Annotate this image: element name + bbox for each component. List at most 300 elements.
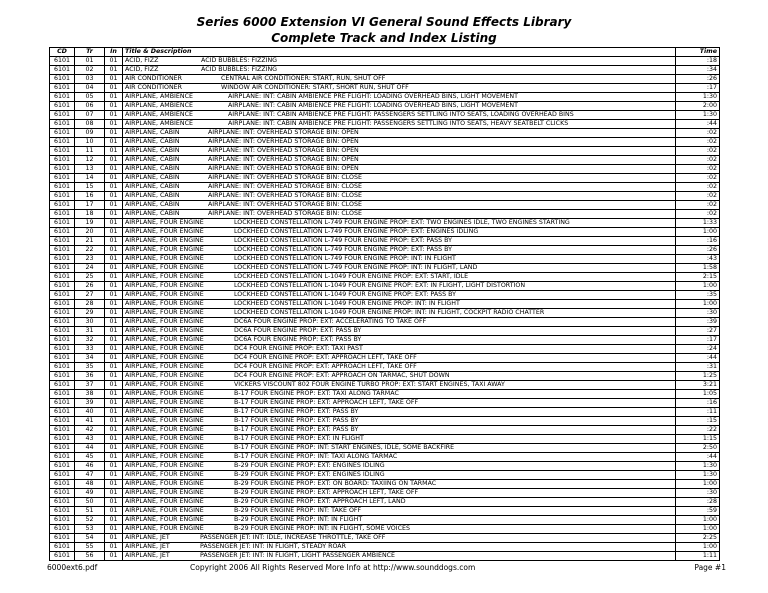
cell-cd: 6101: [50, 156, 75, 165]
description-text: AIRPLANE: INT: OVERHEAD STORAGE BIN: OPEN: [208, 165, 359, 172]
description-text: DC4 FOUR ENGINE PROP: EXT: TAXI PAST: [234, 345, 363, 352]
description-text: AIRPLANE: INT: OVERHEAD STORAGE BIN: OPEN: [208, 138, 359, 145]
cell-index: 01: [105, 75, 123, 84]
cell-description: [123, 282, 676, 291]
cell-index: 01: [105, 408, 123, 417]
cell-time: :22: [676, 426, 720, 435]
table-row: [50, 210, 720, 219]
cell-description: [123, 237, 676, 246]
cell-track: 15: [75, 183, 105, 192]
category-label: AIRPLANE, FOUR ENGINE: [125, 426, 204, 433]
cell-track: 43: [75, 435, 105, 444]
description-text: B-29 FOUR ENGINE PROP: INT: TAKE OFF: [234, 507, 362, 514]
cell-cd: 6101: [50, 408, 75, 417]
cell-track: 52: [75, 516, 105, 525]
cell-track: 34: [75, 354, 105, 363]
cell-description: [123, 183, 676, 192]
category-label: AIRPLANE, CABIN: [125, 147, 180, 154]
cell-track: 07: [75, 111, 105, 120]
cell-time: :30: [676, 489, 720, 498]
description-text: AIRPLANE: INT: OVERHEAD STORAGE BIN: CLOSE: [208, 192, 362, 199]
cell-time: :26: [676, 75, 720, 84]
cell-description: [123, 129, 676, 138]
table-row: [50, 444, 720, 453]
cell-index: 01: [105, 354, 123, 363]
description-text: B-17 FOUR ENGINE PROP: EXT: APPROACH LEFT, TAKE OFF: [234, 399, 419, 406]
cell-index: 01: [105, 129, 123, 138]
cell-description: [123, 390, 676, 399]
category-label: AIRPLANE, FOUR ENGINE: [125, 390, 204, 397]
category-label: AIRPLANE, CABIN: [125, 201, 180, 208]
cell-description: [123, 174, 676, 183]
table-row: [50, 174, 720, 183]
table-row: [50, 66, 720, 75]
cell-index: 01: [105, 156, 123, 165]
category-label: AIRPLANE, FOUR ENGINE: [125, 417, 204, 424]
table-row: [50, 201, 720, 210]
cell-time: :26: [676, 246, 720, 255]
category-label: AIRPLANE, FOUR ENGINE: [125, 399, 204, 406]
cell-description: [123, 372, 676, 381]
cell-time: 1:00: [676, 228, 720, 237]
cell-index: 01: [105, 102, 123, 111]
table-row: [50, 273, 720, 282]
description-text: DC4 FOUR ENGINE PROP: EXT: APPROACH ON TARMAC, SHUT DOWN: [234, 372, 450, 379]
table-row: [50, 354, 720, 363]
category-label: AIRPLANE, AMBIENCE: [125, 120, 193, 127]
cell-cd: 6101: [50, 462, 75, 471]
cell-time: 3:21: [676, 381, 720, 390]
cell-index: 01: [105, 516, 123, 525]
category-label: AIRPLANE, FOUR ENGINE: [125, 237, 204, 244]
document-title: [0, 14, 768, 46]
category-label: AIRPLANE, CABIN: [125, 192, 180, 199]
description-text: DC6A FOUR ENGINE PROP: EXT: PASS BY: [234, 327, 362, 334]
cell-index: 01: [105, 255, 123, 264]
cell-index: 01: [105, 318, 123, 327]
cell-time: :28: [676, 498, 720, 507]
cell-description: [123, 291, 676, 300]
cell-description: [123, 417, 676, 426]
category-label: AIRPLANE, CABIN: [125, 210, 180, 217]
cell-track: 41: [75, 417, 105, 426]
cell-index: 01: [105, 273, 123, 282]
cell-description: [123, 318, 676, 327]
cell-track: 05: [75, 93, 105, 102]
cell-description: [123, 489, 676, 498]
cell-index: 01: [105, 282, 123, 291]
cell-track: 37: [75, 381, 105, 390]
cell-description: [123, 93, 676, 102]
description-text: B-29 FOUR ENGINE PROP: EXT: ON BOARD: TAXIING ON TARMAC: [234, 480, 437, 487]
category-label: AIRPLANE, FOUR ENGINE: [125, 255, 204, 262]
cell-track: 10: [75, 138, 105, 147]
table-row: [50, 93, 720, 102]
category-label: AIRPLANE, FOUR ENGINE: [125, 291, 204, 298]
cell-description: [123, 399, 676, 408]
description-text: PASSENGER JET: INT: IN FLIGHT, STEADY ROAR: [200, 543, 346, 550]
cell-time: :31: [676, 363, 720, 372]
cell-track: 03: [75, 75, 105, 84]
description-text: AIRPLANE: INT: OVERHEAD STORAGE BIN: CLOSE: [208, 183, 362, 190]
cell-description: [123, 354, 676, 363]
cell-cd: 6101: [50, 354, 75, 363]
cell-description: [123, 165, 676, 174]
table-row: [50, 183, 720, 192]
table-row: [50, 129, 720, 138]
cell-description: [123, 111, 676, 120]
cell-description: [123, 444, 676, 453]
cell-track: 27: [75, 291, 105, 300]
cell-cd: 6101: [50, 336, 75, 345]
cell-cd: 6101: [50, 327, 75, 336]
description-text: B-17 FOUR ENGINE PROP: EXT: TAXI ALONG TARMAC: [234, 390, 399, 397]
description-text: LOCKHEED CONSTELLATION L-749 FOUR ENGINE PROP: INT: IN FLIGHT, LAND: [234, 264, 478, 271]
table-row: [50, 327, 720, 336]
table-row: [50, 372, 720, 381]
header-tr: Tr: [75, 48, 105, 57]
table-row: [50, 318, 720, 327]
description-text: LOCKHEED CONSTELLATION L-1049 FOUR ENGINE PROP: EXT: START, IDLE: [234, 273, 469, 280]
cell-cd: 6101: [50, 480, 75, 489]
description-text: B-29 FOUR ENGINE PROP: EXT: ENGINES IDLING: [234, 471, 385, 478]
cell-index: 01: [105, 399, 123, 408]
description-text: B-17 FOUR ENGINE PROP: INT: TAXI ALONG TARMAC: [234, 453, 398, 460]
cell-cd: 6101: [50, 498, 75, 507]
cell-time: :17: [676, 84, 720, 93]
description-text: B-17 FOUR ENGINE PROP: INT: START ENGINES, IDLE, SOME BACKFIRE: [234, 444, 455, 451]
description-text: AIRPLANE: INT: OVERHEAD STORAGE BIN: OPEN: [208, 129, 359, 136]
description-text: AIRPLANE: INT: CABIN AMBIENCE PRE FLIGHT: PASSENGERS SETTLING INTO SEATS, HEAVY SEATBELT CLICKS: [228, 120, 569, 127]
category-label: AIRPLANE, AMBIENCE: [125, 102, 193, 109]
cell-cd: 6101: [50, 273, 75, 282]
cell-cd: 6101: [50, 534, 75, 543]
cell-cd: 6101: [50, 435, 75, 444]
description-text: PASSENGER JET: INT: IDLE, INCREASE THROTTLE, TAKE OFF: [200, 534, 386, 541]
table-header-row: [50, 48, 720, 57]
cell-cd: 6101: [50, 111, 75, 120]
cell-description: [123, 408, 676, 417]
cell-cd: 6101: [50, 471, 75, 480]
category-label: AIRPLANE, AMBIENCE: [125, 93, 193, 100]
footer-filename: 6000ext6.pdf: [47, 563, 98, 572]
cell-track: 40: [75, 408, 105, 417]
category-label: AIRPLANE, FOUR ENGINE: [125, 273, 204, 280]
description-text: LOCKHEED CONSTELLATION L-1049 FOUR ENGINE PROP: EXT: IN FLIGHT, LIGHT DISTORTION: [234, 282, 526, 289]
cell-description: [123, 480, 676, 489]
cell-track: 48: [75, 480, 105, 489]
table-row: [50, 417, 720, 426]
table-row: [50, 120, 720, 129]
cell-cd: 6101: [50, 129, 75, 138]
category-label: AIRPLANE, CABIN: [125, 183, 180, 190]
cell-track: 46: [75, 462, 105, 471]
cell-time: 1:30: [676, 93, 720, 102]
cell-cd: 6101: [50, 399, 75, 408]
cell-time: :15: [676, 417, 720, 426]
category-label: AIRPLANE, FOUR ENGINE: [125, 363, 204, 370]
table-row: [50, 309, 720, 318]
cell-track: 17: [75, 201, 105, 210]
description-text: AIRPLANE: INT: CABIN AMBIENCE PRE FLIGHT: LOADING OVERHEAD BINS, LIGHT MOVEMENT: [228, 93, 518, 100]
footer-copyright: Copyright 2006 All Rights Reserved More Info at http://www.sounddogs.com: [190, 563, 476, 572]
cell-index: 01: [105, 237, 123, 246]
table-row: [50, 282, 720, 291]
category-label: AIRPLANE, FOUR ENGINE: [125, 408, 204, 415]
cell-time: :35: [676, 291, 720, 300]
description-text: CENTRAL AIR CONDITIONER: START, RUN, SHUT OFF: [221, 75, 386, 82]
description-text: AIRPLANE: INT: OVERHEAD STORAGE BIN: CLOSE: [208, 174, 362, 181]
cell-index: 01: [105, 480, 123, 489]
cell-time: :16: [676, 399, 720, 408]
description-text: LOCKHEED CONSTELLATION L-1049 FOUR ENGINE PROP: INT: IN FLIGHT, COCKPIT RADIO CHATTER: [234, 309, 545, 316]
cell-cd: 6101: [50, 219, 75, 228]
cell-time: :44: [676, 453, 720, 462]
table-row: [50, 345, 720, 354]
cell-description: [123, 264, 676, 273]
category-label: AIRPLANE, FOUR ENGINE: [125, 435, 204, 442]
cell-index: 01: [105, 507, 123, 516]
description-text: LOCKHEED CONSTELLATION L-749 FOUR ENGINE PROP: EXT: PASS BY: [234, 237, 452, 244]
cell-time: :16: [676, 237, 720, 246]
cell-description: [123, 363, 676, 372]
category-label: AIRPLANE, FOUR ENGINE: [125, 309, 204, 316]
cell-track: 04: [75, 84, 105, 93]
cell-track: 44: [75, 444, 105, 453]
table-row: [50, 246, 720, 255]
cell-cd: 6101: [50, 183, 75, 192]
cell-time: :02: [676, 183, 720, 192]
header-description: Title & Description: [123, 48, 676, 57]
category-label: ACID, FIZZ: [125, 66, 159, 73]
cell-track: 20: [75, 228, 105, 237]
cell-time: 1:33: [676, 219, 720, 228]
cell-description: [123, 462, 676, 471]
cell-time: :17: [676, 336, 720, 345]
cell-track: 35: [75, 363, 105, 372]
cell-time: :59: [676, 507, 720, 516]
cell-index: 01: [105, 147, 123, 156]
cell-description: [123, 273, 676, 282]
table-row: [50, 489, 720, 498]
category-label: AIRPLANE, FOUR ENGINE: [125, 264, 204, 271]
description-text: AIRPLANE: INT: OVERHEAD STORAGE BIN: CLOSE: [208, 201, 362, 208]
category-label: AIRPLANE, FOUR ENGINE: [125, 219, 204, 226]
cell-track: 45: [75, 453, 105, 462]
table-row: [50, 390, 720, 399]
cell-track: 06: [75, 102, 105, 111]
table-row: [50, 111, 720, 120]
cell-index: 01: [105, 84, 123, 93]
description-text: LOCKHEED CONSTELLATION L-749 FOUR ENGINE PROP: EXT: PASS BY: [234, 246, 452, 253]
category-label: AIRPLANE, FOUR ENGINE: [125, 462, 204, 469]
cell-description: [123, 201, 676, 210]
table-row: [50, 453, 720, 462]
header-time: Time: [676, 48, 720, 57]
description-text: AIRPLANE: INT: OVERHEAD STORAGE BIN: OPEN: [208, 156, 359, 163]
cell-track: 38: [75, 390, 105, 399]
cell-time: :02: [676, 210, 720, 219]
description-text: LOCKHEED CONSTELLATION L-1049 FOUR ENGINE PROP: INT: IN FLIGHT: [234, 300, 460, 307]
table-row: [50, 84, 720, 93]
cell-time: :30: [676, 309, 720, 318]
cell-cd: 6101: [50, 372, 75, 381]
cell-track: 08: [75, 120, 105, 129]
title-line-2: Complete Track and Index Listing: [271, 31, 497, 45]
category-label: AIRPLANE, FOUR ENGINE: [125, 372, 204, 379]
table-row: [50, 471, 720, 480]
cell-cd: 6101: [50, 291, 75, 300]
cell-index: 01: [105, 93, 123, 102]
table-row: [50, 300, 720, 309]
cell-index: 01: [105, 489, 123, 498]
cell-track: 56: [75, 552, 105, 561]
cell-cd: 6101: [50, 300, 75, 309]
cell-index: 01: [105, 309, 123, 318]
category-label: AIRPLANE, CABIN: [125, 174, 180, 181]
cell-track: 51: [75, 507, 105, 516]
cell-cd: 6101: [50, 237, 75, 246]
cell-index: 01: [105, 435, 123, 444]
category-label: AIRPLANE, CABIN: [125, 138, 180, 145]
cell-track: 01: [75, 57, 105, 66]
category-label: AIRPLANE, FOUR ENGINE: [125, 354, 204, 361]
description-text: AIRPLANE: INT: OVERHEAD STORAGE BIN: CLOSE: [208, 210, 362, 217]
cell-description: [123, 336, 676, 345]
table-row: [50, 462, 720, 471]
cell-time: 2:15: [676, 273, 720, 282]
cell-time: :44: [676, 354, 720, 363]
cell-track: 50: [75, 498, 105, 507]
cell-description: [123, 543, 676, 552]
cell-track: 31: [75, 327, 105, 336]
category-label: AIRPLANE, FOUR ENGINE: [125, 498, 204, 505]
cell-index: 01: [105, 543, 123, 552]
cell-time: 2:00: [676, 102, 720, 111]
cell-cd: 6101: [50, 246, 75, 255]
cell-time: :02: [676, 138, 720, 147]
cell-time: 1:00: [676, 480, 720, 489]
cell-description: [123, 453, 676, 462]
description-text: DC4 FOUR ENGINE PROP: EXT: APPROACH LEFT, TAKE OFF: [234, 354, 417, 361]
cell-cd: 6101: [50, 147, 75, 156]
cell-time: :02: [676, 165, 720, 174]
cell-track: 13: [75, 165, 105, 174]
cell-description: [123, 138, 676, 147]
cell-cd: 6101: [50, 489, 75, 498]
cell-time: :27: [676, 327, 720, 336]
table-row: [50, 291, 720, 300]
cell-description: [123, 156, 676, 165]
cell-track: 28: [75, 300, 105, 309]
cell-cd: 6101: [50, 264, 75, 273]
description-text: DC6A FOUR ENGINE PROP: EXT: ACCELERATING TO TAKE OFF: [234, 318, 427, 325]
table-row: [50, 75, 720, 84]
cell-cd: 6101: [50, 345, 75, 354]
cell-index: 01: [105, 327, 123, 336]
cell-description: [123, 75, 676, 84]
category-label: AIR CONDITIONER: [125, 75, 183, 82]
cell-description: [123, 381, 676, 390]
category-label: AIRPLANE, CABIN: [125, 129, 180, 136]
table-row: [50, 228, 720, 237]
cell-cd: 6101: [50, 363, 75, 372]
category-label: AIRPLANE, FOUR ENGINE: [125, 444, 204, 451]
cell-index: 01: [105, 165, 123, 174]
description-text: B-29 FOUR ENGINE PROP: EXT: APPROACH LEFT, TAKE OFF: [234, 489, 419, 496]
cell-cd: 6101: [50, 525, 75, 534]
table-row: [50, 381, 720, 390]
cell-index: 01: [105, 57, 123, 66]
table-row: [50, 156, 720, 165]
category-label: AIRPLANE, FOUR ENGINE: [125, 228, 204, 235]
cell-time: 1:30: [676, 462, 720, 471]
cell-cd: 6101: [50, 426, 75, 435]
cell-cd: 6101: [50, 165, 75, 174]
cell-cd: 6101: [50, 309, 75, 318]
cell-description: [123, 426, 676, 435]
table-row: [50, 552, 720, 561]
cell-time: 1:58: [676, 264, 720, 273]
cell-track: 23: [75, 255, 105, 264]
category-label: AIRPLANE, FOUR ENGINE: [125, 480, 204, 487]
cell-cd: 6101: [50, 120, 75, 129]
table-row: [50, 219, 720, 228]
cell-description: [123, 498, 676, 507]
cell-cd: 6101: [50, 516, 75, 525]
description-text: AIRPLANE: INT: OVERHEAD STORAGE BIN: OPEN: [208, 147, 359, 154]
cell-cd: 6101: [50, 417, 75, 426]
cell-cd: 6101: [50, 507, 75, 516]
cell-cd: 6101: [50, 453, 75, 462]
cell-track: 33: [75, 345, 105, 354]
cell-track: 14: [75, 174, 105, 183]
cell-track: 22: [75, 246, 105, 255]
cell-index: 01: [105, 228, 123, 237]
category-label: AIRPLANE, FOUR ENGINE: [125, 345, 204, 352]
cell-cd: 6101: [50, 138, 75, 147]
cell-time: :02: [676, 156, 720, 165]
cell-cd: 6101: [50, 210, 75, 219]
cell-track: 29: [75, 309, 105, 318]
cell-index: 01: [105, 210, 123, 219]
cell-index: 01: [105, 345, 123, 354]
footer-page-number: Page #1: [694, 563, 726, 572]
cell-description: [123, 120, 676, 129]
description-text: DC6A FOUR ENGINE PROP: EXT: PASS BY: [234, 336, 362, 343]
cell-index: 01: [105, 66, 123, 75]
category-label: AIRPLANE, JET: [125, 543, 170, 550]
category-label: AIRPLANE, FOUR ENGINE: [125, 525, 204, 532]
table-row: [50, 525, 720, 534]
cell-index: 01: [105, 300, 123, 309]
cell-description: [123, 84, 676, 93]
cell-index: 01: [105, 498, 123, 507]
category-label: AIRPLANE, FOUR ENGINE: [125, 282, 204, 289]
table-row: [50, 138, 720, 147]
table-row: [50, 57, 720, 66]
description-text: LOCKHEED CONSTELLATION L-749 FOUR ENGINE PROP: INT: IN FLIGHT: [234, 255, 456, 262]
cell-cd: 6101: [50, 174, 75, 183]
cell-track: 54: [75, 534, 105, 543]
category-label: AIRPLANE, FOUR ENGINE: [125, 507, 204, 514]
cell-index: 01: [105, 291, 123, 300]
cell-cd: 6101: [50, 390, 75, 399]
category-label: AIRPLANE, FOUR ENGINE: [125, 327, 204, 334]
cell-time: :02: [676, 192, 720, 201]
cell-track: 26: [75, 282, 105, 291]
table-row: [50, 516, 720, 525]
